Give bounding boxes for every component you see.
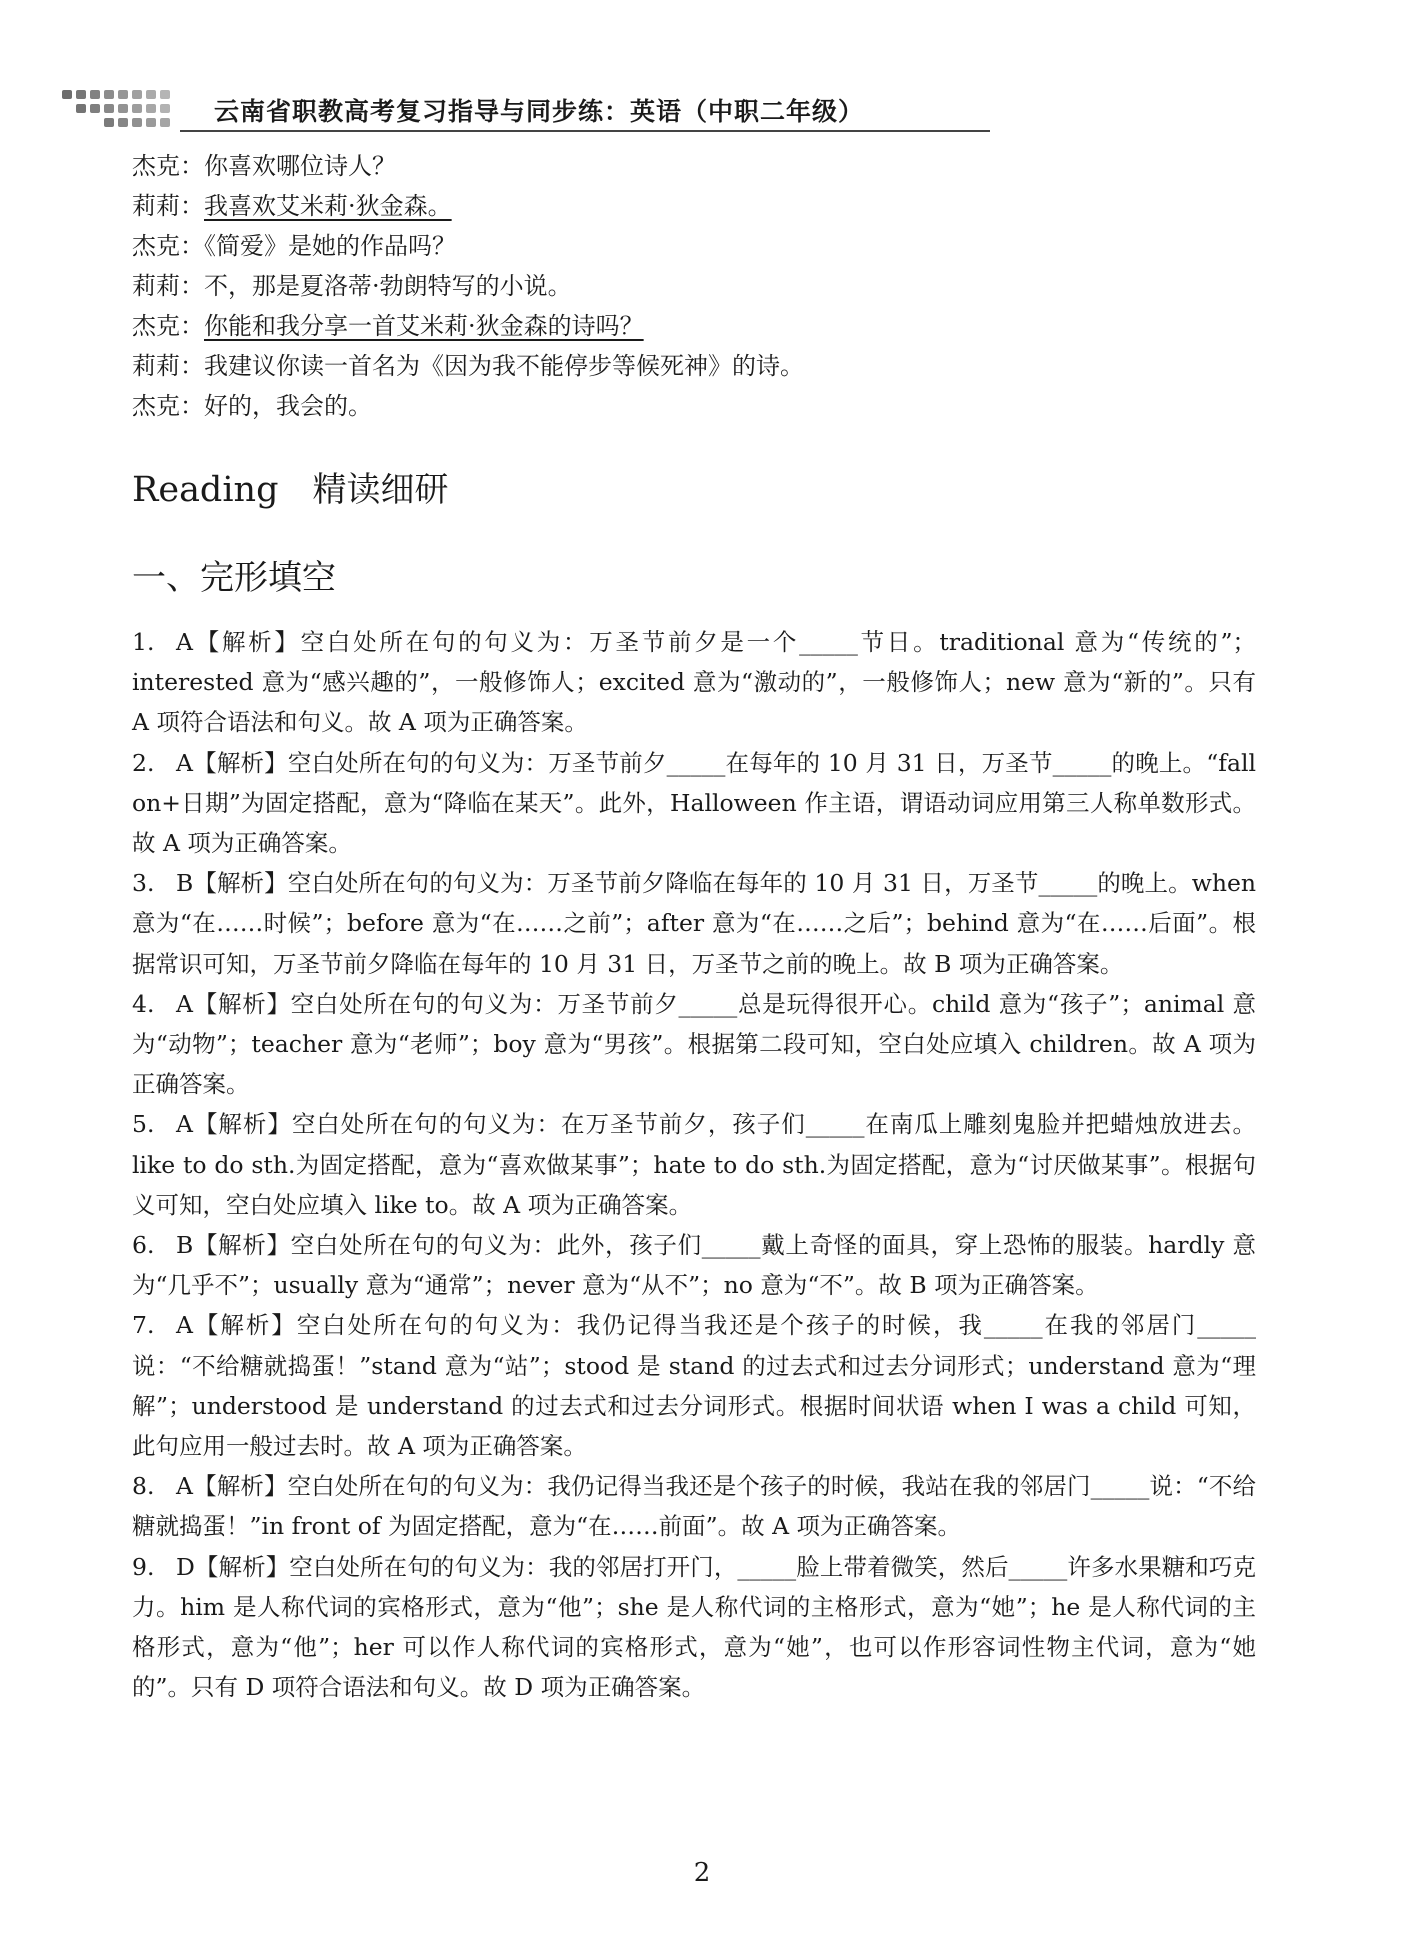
logo-dot xyxy=(118,104,128,113)
line-text-underlined: 我喜欢艾米莉·狄金森。 xyxy=(204,192,452,220)
logo-dot xyxy=(90,104,100,113)
item-text: A【解析】空白处所在句的句义为：万圣节前夕_____总是玩得很开心。child 意为“孩子”；animal 意为“动物”；teacher 意为“老师”；boy 意为“男孩”。根据第二段可知，空白处应填入 children。故 A 项为正确答案。 xyxy=(132,989,1256,1099)
logo-dot xyxy=(118,118,128,127)
item-number: 3. xyxy=(132,869,155,898)
answer-item xyxy=(132,1305,1256,1466)
dialogue-line xyxy=(132,346,1272,386)
item-number: 2. xyxy=(132,748,155,777)
logo-dot xyxy=(62,90,72,99)
speaker: 杰克： xyxy=(132,152,204,180)
item-number: 9. xyxy=(132,1552,155,1581)
item-number: 4. xyxy=(132,989,155,1018)
answer-item xyxy=(132,863,1256,984)
logo-dot xyxy=(160,104,170,113)
logo-dot xyxy=(146,104,156,113)
dialogue-line xyxy=(132,226,1272,266)
section-heading-cn: 精读细研 xyxy=(312,470,449,510)
answer-item xyxy=(132,1466,1256,1546)
dialogue-line xyxy=(132,386,1272,426)
line-text: 不，那是夏洛蒂·勃朗特写的小说。 xyxy=(204,272,572,300)
speaker: 杰克： xyxy=(132,232,204,260)
dialogue-line xyxy=(132,186,1272,226)
logo-dot xyxy=(160,118,170,127)
answer-item xyxy=(132,1547,1256,1708)
answer-item xyxy=(132,622,1256,743)
speaker: 杰克： xyxy=(132,392,204,420)
running-header xyxy=(62,88,932,138)
logo-dot xyxy=(76,90,86,99)
section-heading-en: Reading xyxy=(132,470,279,510)
line-text: 好的，我会的。 xyxy=(204,392,372,420)
header-rule xyxy=(180,130,990,132)
logo-dot xyxy=(118,90,128,99)
speaker: 莉莉： xyxy=(132,352,204,380)
logo-dot xyxy=(104,118,114,127)
section-heading-cloze: 一、完形填空 xyxy=(132,558,336,598)
dialogue-line xyxy=(132,266,1272,306)
answer-item xyxy=(132,1225,1256,1305)
answer-item xyxy=(132,743,1256,864)
item-number: 5. xyxy=(132,1110,155,1139)
item-text: A【解析】空白处所在句的句义为：我仍记得当我还是个孩子的时候，我站在我的邻居门_____说：“不给糖就捣蛋！”in front of 为固定搭配，意为“在……前面”。故 A 项为正确答案。 xyxy=(132,1472,1256,1541)
header-title: 云南省职教高考复习指导与同步练：英语（中职二年级） xyxy=(214,97,865,126)
item-text: A【解析】空白处所在句的句义为：在万圣节前夕，孩子们_____在南瓜上雕刻鬼脸并把蜡烛放进去。like to do sth.为固定搭配，意为“喜欢做某事”；hate to do sth.为固定搭配，意为“讨厌做某事”。根据句义可知，空白处应填入 like to。故 A 项为正确答案。 xyxy=(132,1110,1256,1219)
speaker: 莉莉： xyxy=(132,272,204,300)
logo-dot xyxy=(90,90,100,99)
item-text: A【解析】空白处所在句的句义为：万圣节前夕_____在每年的 10 月 31 日，万圣节_____的晚上。“fall on+日期”为固定搭配，意为“降临在某天”。此外，Halloween 作主语，谓语动词应用第三人称单数形式。故 A 项为正确答案。 xyxy=(132,748,1256,858)
item-text: D【解析】空白处所在句的句义为：我的邻居打开门，_____脸上带着微笑，然后_____许多水果糖和巧克力。him 是人称代词的宾格形式，意为“他”；she 是人称代词的主格形式，意为“她”；he 是人称代词的主格形式，意为“他”；her 可以作人称代词的宾格形式，意为“她”，也可以作形容词性物主代词，意为“她的”。只有 D 项符合语法和句义。故 D 项为正确答案。 xyxy=(132,1552,1256,1702)
line-text: 《简爱》是她的作品吗？ xyxy=(204,232,456,260)
logo-dot xyxy=(132,104,142,113)
item-text: A【解析】空白处所在句的句义为：我仍记得当我还是个孩子的时候，我_____在我的邻居门_____说：“不给糖就捣蛋！”stand 意为“站”；stood 是 stand 的过去式和过去分词形式；understand 意为“理解”；understood 是 understand 的过去式和过去分词形式。根据时间状语 when I was a child 可知，此句应用一般过去时。故 A 项为正确答案。 xyxy=(132,1311,1256,1461)
logo-dot xyxy=(76,104,86,113)
speaker: 杰克： xyxy=(132,312,204,340)
line-text-underlined: 你能和我分享一首艾米莉·狄金森的诗吗？ xyxy=(204,312,644,340)
logo-dot xyxy=(104,90,114,99)
answer-item xyxy=(132,1104,1256,1225)
answer-explanations xyxy=(132,622,1256,1707)
logo-dot xyxy=(132,90,142,99)
section-heading-reading xyxy=(132,462,448,511)
header-dot-logo xyxy=(62,90,180,132)
logo-dot xyxy=(160,90,170,99)
logo-dot xyxy=(104,104,114,113)
item-number: 8. xyxy=(132,1472,155,1501)
dialogue-line xyxy=(132,306,1272,346)
item-text: B【解析】空白处所在句的句义为：万圣节前夕降临在每年的 10 月 31 日，万圣节_____的晚上。when 意为“在……时候”；before 意为“在……之前”；after 意为“在……之后”；behind 意为“在……后面”。根据常识可知，万圣节前夕降临在每年的 10 月 31 日，万圣节之前的晚上。故 B 项为正确答案。 xyxy=(132,869,1256,978)
answer-item xyxy=(132,984,1256,1105)
line-text: 我建议你读一首名为《因为我不能停步等候死神》的诗。 xyxy=(204,352,804,380)
dialogue-line xyxy=(132,146,1272,186)
line-text: 你喜欢哪位诗人？ xyxy=(204,152,396,180)
item-number: 1. xyxy=(132,628,155,656)
dialogue-translation xyxy=(132,146,1272,426)
speaker: 莉莉： xyxy=(132,192,204,220)
item-text: B【解析】空白处所在句的句义为：此外，孩子们_____戴上奇怪的面具，穿上恐怖的服装。hardly 意为“几乎不”；usually 意为“通常”；never 意为“从不”；no 意为“不”。故 B 项为正确答案。 xyxy=(132,1231,1256,1300)
item-number: 7. xyxy=(132,1311,155,1340)
item-number: 6. xyxy=(132,1231,155,1260)
item-text: A【解析】空白处所在句的句义为：万圣节前夕是一个_____节日。traditional 意为“传统的”；interested 意为“感兴趣的”，一般修饰人；excited 意为“激动的”，一般修饰人；new 意为“新的”。只有 A 项符合语法和句义。故 A 项为正确答案。 xyxy=(132,628,1256,737)
logo-dot xyxy=(132,118,142,127)
logo-dot xyxy=(146,118,156,127)
page-number: 2 xyxy=(693,1858,711,1888)
logo-dot xyxy=(146,90,156,99)
